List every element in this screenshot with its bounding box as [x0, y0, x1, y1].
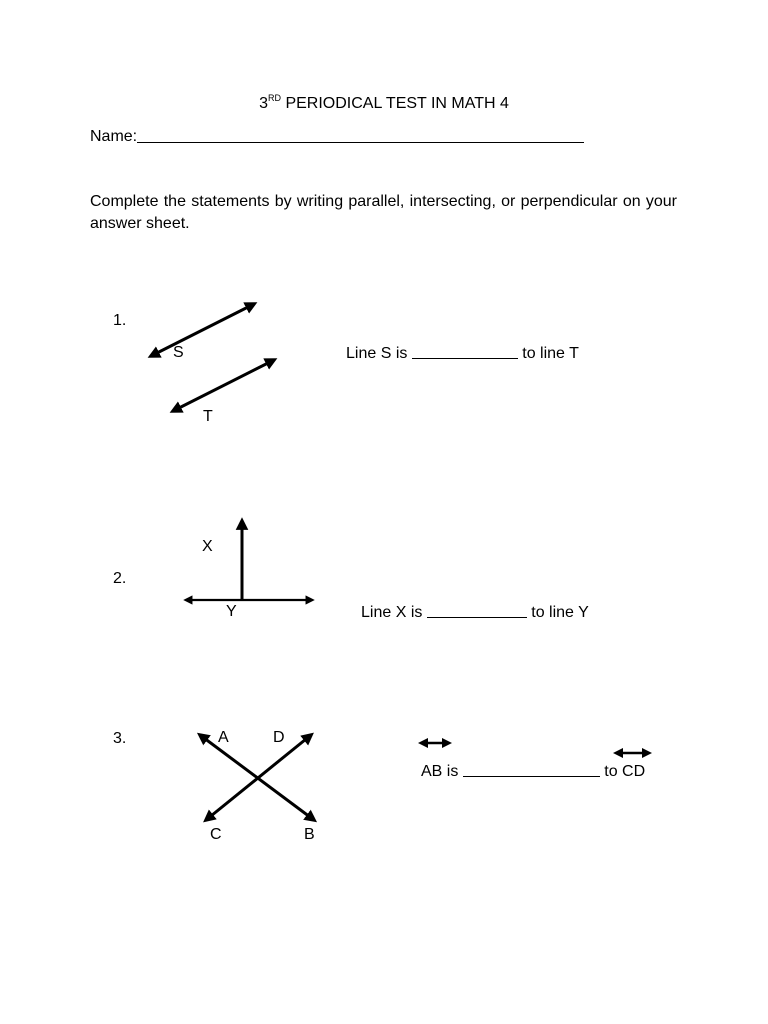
- label-c: C: [210, 826, 222, 843]
- item-number: 2.: [113, 570, 127, 587]
- answer-blank-2[interactable]: [427, 603, 527, 618]
- line-t: [173, 360, 274, 411]
- item-number: 3.: [113, 730, 127, 747]
- answer-blank-1[interactable]: [412, 344, 518, 359]
- name-label: Name:: [90, 128, 138, 145]
- label-y: Y: [226, 603, 237, 620]
- label-x: X: [202, 538, 213, 555]
- label-s: S: [173, 344, 184, 361]
- instructions: Complete the statements by writing parallel, intersecting, or perpendicular on your answer sheet.: [90, 193, 677, 232]
- label-b: B: [304, 826, 315, 843]
- label-d: D: [273, 729, 285, 746]
- statement-3: AB is to CD: [421, 763, 646, 780]
- statement-2: Line X is to line Y: [361, 604, 589, 621]
- test-title: 3RD PERIODICAL TEST IN MATH 4: [259, 93, 509, 112]
- statement-1: Line S is to line T: [346, 345, 579, 362]
- label-a: A: [218, 729, 229, 746]
- label-t: T: [203, 408, 213, 425]
- answer-blank-3[interactable]: [463, 762, 600, 777]
- item-number: 1.: [113, 312, 127, 329]
- line-s: [151, 304, 254, 356]
